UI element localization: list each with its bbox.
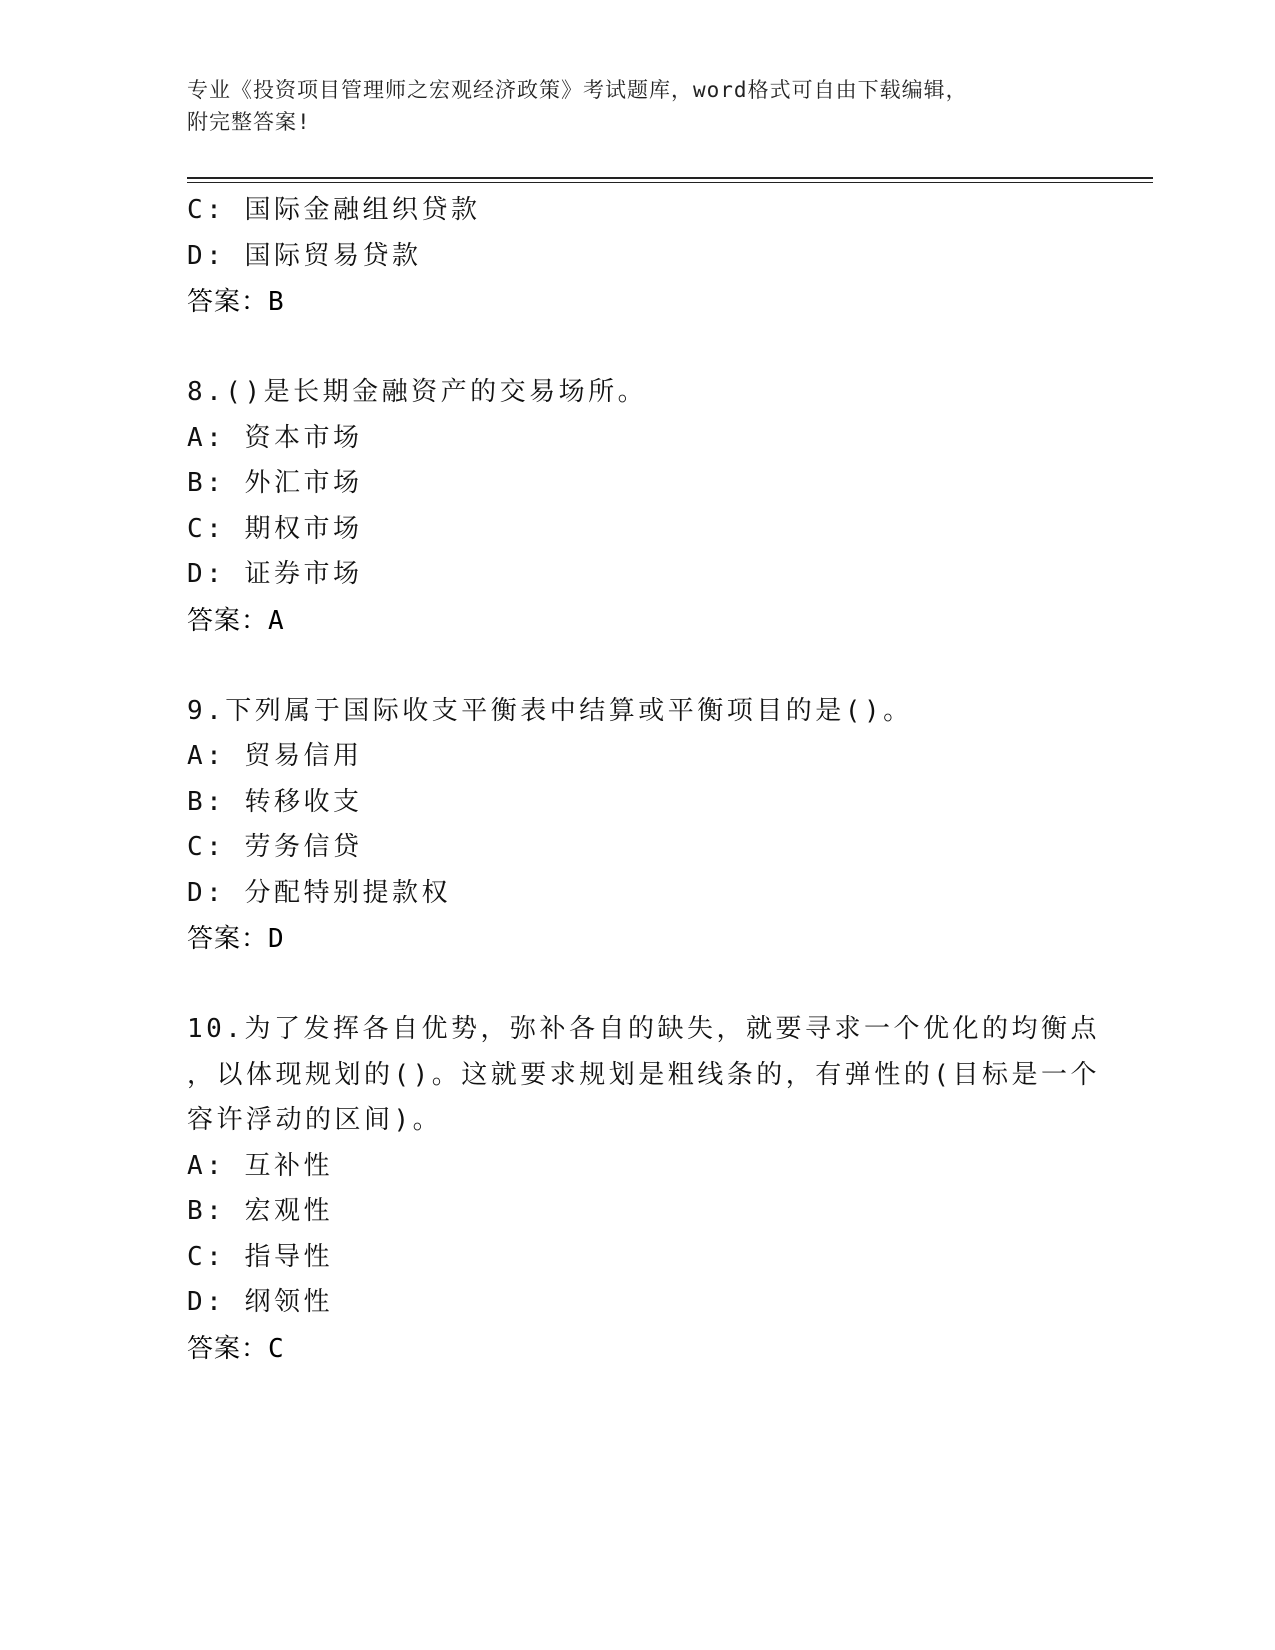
question-stem: 8.()是长期金融资产的交易场所。: [187, 377, 648, 407]
option-a: A: 贸易信用: [187, 741, 363, 771]
document-header: [187, 74, 1087, 138]
option-d: D: 分配特别提款权: [187, 877, 451, 908]
question-8: [187, 370, 1087, 644]
answer: 答案：C: [187, 1333, 285, 1364]
option-b: B: 宏观性: [187, 1196, 333, 1226]
header-divider-thin: [187, 182, 1153, 183]
header-divider-thick: [187, 177, 1153, 179]
option-d: D: 纲领性: [187, 1287, 333, 1317]
option-c: C: 指导性: [187, 1241, 333, 1272]
answer: 答案：D: [187, 924, 285, 954]
answer: 答案：A: [187, 605, 285, 636]
question-stem-line-2: ，以体现规划的()。这就要求规划是粗线条的，有弹性的(目标是一个: [187, 1059, 1100, 1090]
answer: 答案：B: [187, 287, 285, 317]
option-c: C: 劳务信贷: [187, 832, 363, 862]
header-line-1: 专业《投资项目管理师之宏观经济政策》考试题库，word格式可自由下载编辑，: [187, 78, 968, 102]
option-b: B: 转移收支: [187, 786, 363, 817]
question-9: [187, 689, 1087, 963]
option-b: B: 外汇市场: [187, 468, 363, 498]
option-d: D: 国际贸易贷款: [187, 240, 422, 271]
question-list: [187, 188, 1100, 1372]
option-a: A: 互补性: [187, 1150, 333, 1181]
question-stem: 9.下列属于国际收支平衡表中结算或平衡项目的是()。: [187, 695, 913, 726]
question-stem-line-3: 容许浮动的区间)。: [187, 1105, 443, 1135]
question-7-tail: [187, 188, 1087, 325]
option-c: C: 期权市场: [187, 513, 363, 544]
option-c: C: 国际金融组织贷款: [187, 195, 481, 225]
question-10: [187, 1007, 1100, 1372]
option-d: D: 证券市场: [187, 559, 363, 589]
header-line-2: 附完整答案!: [187, 110, 311, 134]
question-stem-line-1: 10.为了发挥各自优势，弥补各自的缺失，就要寻求一个优化的均衡点: [187, 1014, 1100, 1044]
option-a: A: 资本市场: [187, 422, 363, 453]
